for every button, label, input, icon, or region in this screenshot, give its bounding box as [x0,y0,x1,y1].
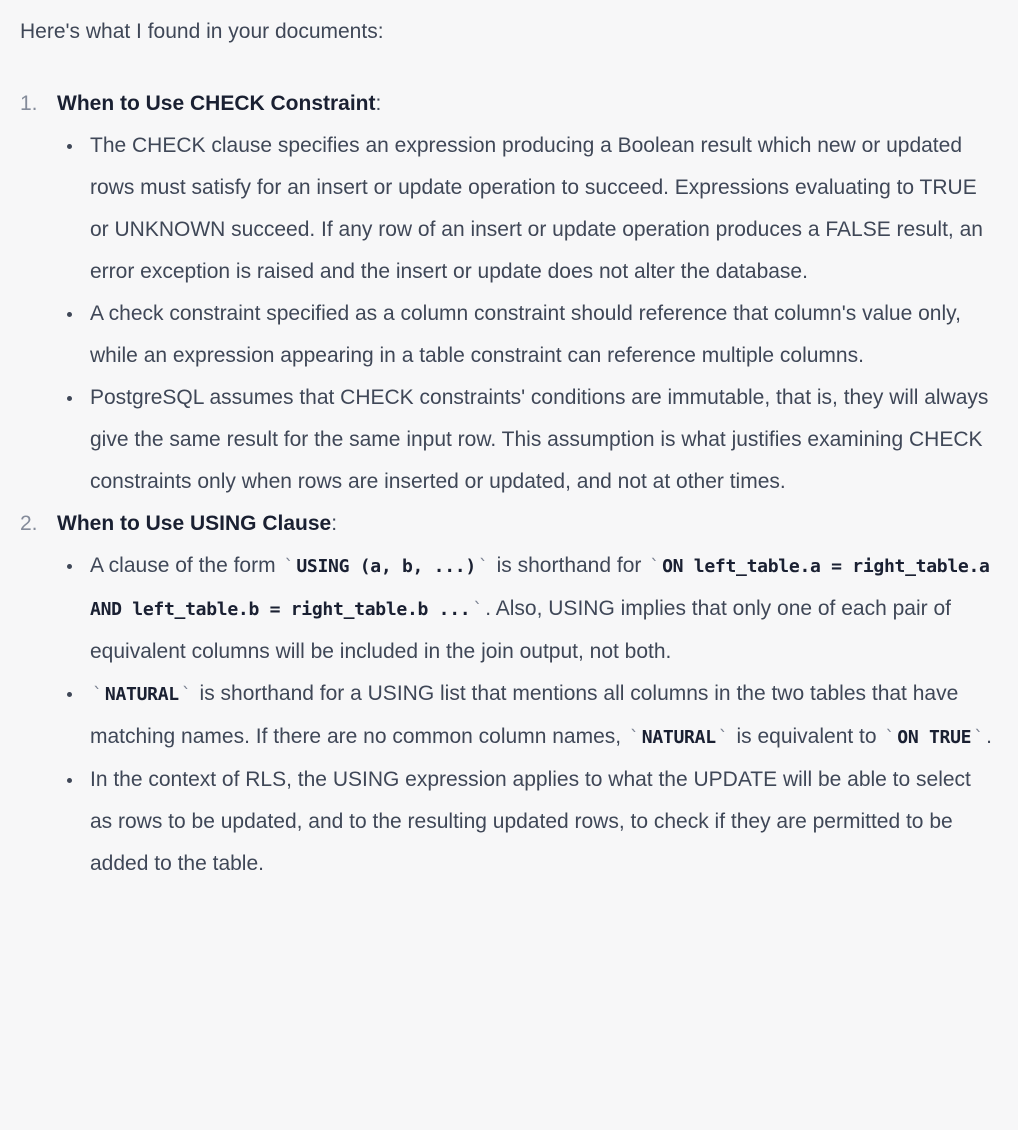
bullet-dot-icon [67,312,72,317]
bullet-item [57,759,998,885]
backtick: ` [717,727,729,748]
item-title-colon: : [375,92,382,115]
backtick: ` [472,599,484,620]
list-item-2 [20,503,998,885]
bullet-text: is equivalent to [730,725,883,748]
bullet-text: A check constraint specified as a column constraint should reference that column's value only, while an expression appearing in a table constraint can reference multiple columns. [90,302,961,367]
findings-list [20,83,998,885]
list-number: 2. [20,512,38,535]
bullet-text: is shorthand for a USING list that mentions all columns in the two tables that have matching names. If there are no common column names, [90,682,959,748]
bullet-dot-icon [67,396,72,401]
bullet-text: . [986,725,992,748]
bullet-item [57,545,998,673]
backtick: ` [92,684,103,705]
item-title: When to Use USING Clause [57,512,332,535]
bullet-list [57,125,998,503]
bullet-item [57,673,998,759]
bullet-item [57,125,998,293]
bullet-dot-icon [67,692,72,697]
bullet-dot-icon [67,564,72,569]
bullet-text: PostgreSQL assumes that CHECK constraints' conditions are immutable, that is, they will always give the same result for the same input row. This assumption is what justifies examining CHECK constraints only when rows are inserted or updated, and not at other times. [90,386,989,493]
list-number: 1. [20,92,38,115]
bullet-dot-icon [67,778,72,783]
backtick: ` [649,556,661,577]
inline-code: ON TRUE [897,727,972,748]
inline-code: ON left_table.a = right_table.a AND left_table.b = right_table.b ... [90,556,990,620]
backtick: ` [884,727,896,748]
backtick: ` [477,556,489,577]
bullet-text: A clause of the form [90,554,282,577]
inline-code: USING (a, b, ...) [296,556,476,577]
bullet-text: In the context of RLS, the USING expression applies to what the UPDATE will be able to select as rows to be updated, and to the resulting updated rows, to check if they are permitted to be added to the table. [90,768,971,875]
bullet-item [57,377,998,503]
bullet-dot-icon [67,144,72,149]
backtick: ` [628,727,640,748]
item-title-colon: : [331,512,338,535]
backtick: ` [180,684,192,705]
backtick: ` [283,556,295,577]
bullet-text: . Also, USING implies that only one of each pair of equivalent columns will be included in the join output, not both. [90,597,951,663]
bullet-text: is shorthand for [490,554,648,577]
intro-paragraph: Here's what I found in your documents: [20,20,384,43]
bullet-text: The CHECK clause specifies an expression producing a Boolean result which new or updated rows must satisfy for an insert or update operation to succeed. Expressions evaluating to TRUE or UNKNOWN succeed. If any row of an insert or update operation produces a FALSE result, an error exception is raised and the insert or update does not alter the database. [90,134,983,283]
inline-code: NATURAL [641,727,716,748]
inline-code: NATURAL [104,684,179,705]
backtick: ` [973,727,985,748]
list-item-1 [20,83,998,503]
bullet-list [57,545,998,885]
item-title: When to Use CHECK Constraint [57,92,376,115]
bullet-item [57,293,998,377]
